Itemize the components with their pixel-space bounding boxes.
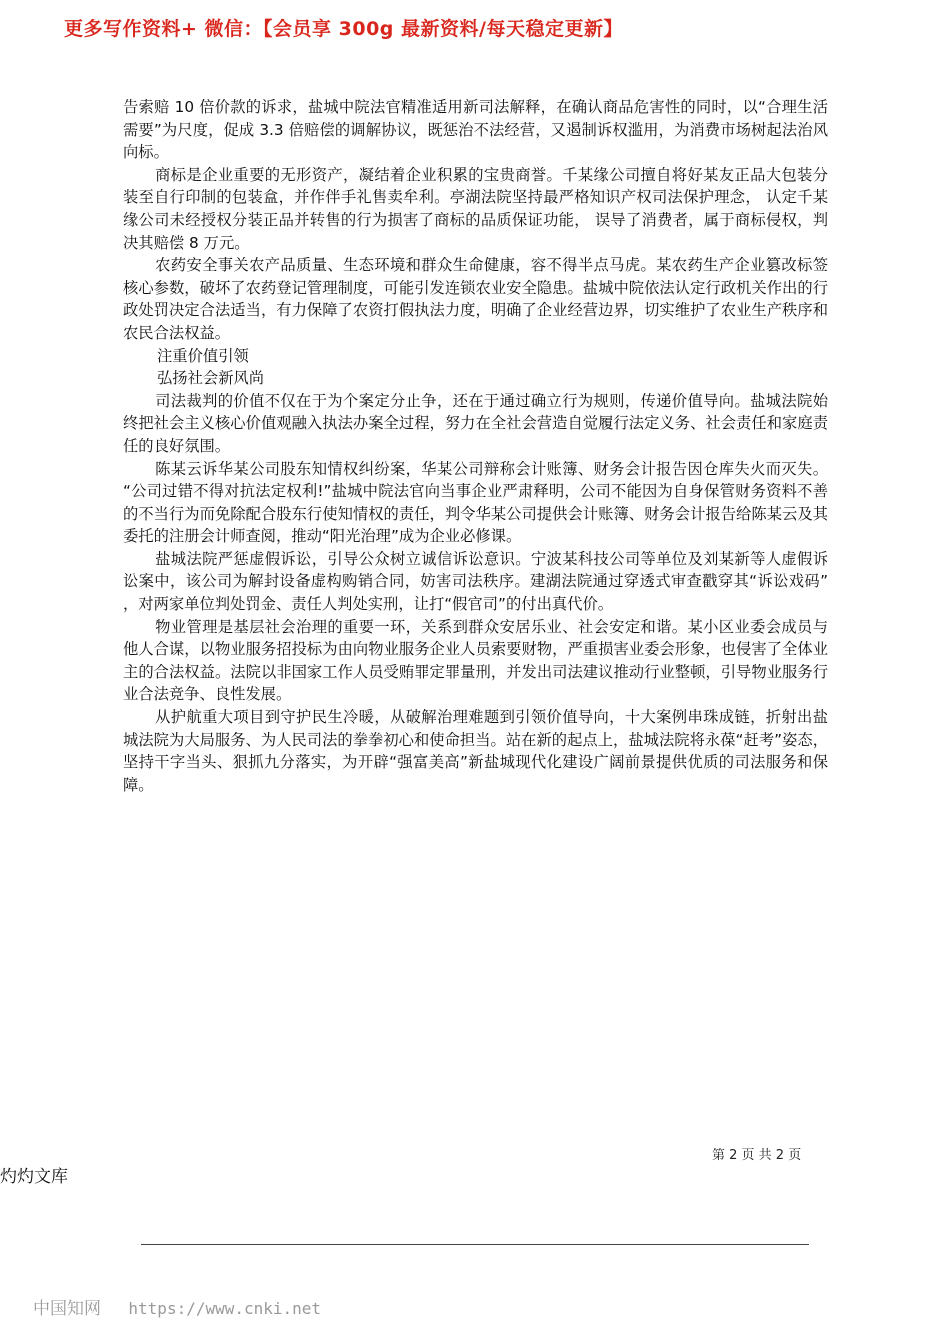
footer-divider (141, 1244, 809, 1245)
paragraph: 商标是企业重要的无形资产，凝结着企业积累的宝贵商誉。千某缘公司擅自将好某友正品大包装分装至自行印制的包装盒，并作伴手礼售卖牟利。亭湖法院坚持最严格知识产权司法保护理念， 认定千某缘公司未经授权分装正品并转售的行为损害了商标的品质保证功能， 误导了消费者，属于商标侵权，判决其赔偿 8 万元。 (123, 165, 828, 252)
paragraph: 农药安全事关农产品质量、生态环境和群众生命健康，容不得半点马虎。某农药生产企业篡改标签核心参数，破坏了农药登记管理制度，可能引发连锁农业安全隐患。盐城中院依法认定行政机关作出的行政处罚决定合法适当，有力保障了农资打假执法力度，明确了企业经营边界，切实维护了农业生产秩序和农民合法权益。 (123, 256, 828, 342)
promo-banner: 更多写作资料+ 微信：【会员享 300g 最新资料/每天稳定更新】 (64, 18, 623, 40)
footer-url[interactable]: https://www.cnki.net (128, 1299, 322, 1318)
paragraph: 物业管理是基层社会治理的重要一环，关系到群众安居乐业、社会安定和谐。某小区业委会成员与他人合谋，以物业服务招投标为由向物业服务企业人员索要财物，严重损害业委会形象，也侵害了全体业主的合法权益。法院以非国家工作人员受贿罪定罪量刑，并发出司法建议推动行业整顿，引导物业服务行业合法竞争、良性发展。 (123, 617, 828, 704)
section-heading: 弘扬社会新风尚 (157, 369, 265, 388)
article-body (123, 96, 828, 796)
footer (33, 1294, 321, 1319)
paragraph: 司法裁判的价值不仅在于为个案定分止争，还在于通过确立行为规则，传递价值导向。盐城法院始终把社会主义核心价值观融入执法办案全过程，努力在全社会营造自觉履行法定义务、社会责任和家庭责任的良好氛围。 (123, 391, 828, 455)
section-heading: 注重价值引领 (157, 346, 249, 365)
footer-site-name: 中国知网 (33, 1299, 101, 1319)
page-number: 第 2 页 共 2 页 (712, 1148, 802, 1163)
paragraph: 陈某云诉华某公司股东知情权纠纷案，华某公司辩称会计账簿、财务会计报告因仓库失火而灭失。 “公司过错不得对抗法定权利!”盐城中院法官向当事企业严肃释明，公司不能因为自身保管财务资料不善的不当行为而免除配合股东行使知情权的责任，判令华某公司提供会计账簿、财务会计报告给陈某云及其委托的注册会计师查阅，推动“阳光治理”成为企业必修课。 (123, 459, 828, 546)
paragraph: 告索赔 10 倍价款的诉求，盐城中院法官精准适用新司法解释，在确认商品危害性的同时，以“合理生活需要”为尺度，促成 3.3 倍赔偿的调解协议，既惩治不法经营，又遏制诉权滥用，为消费市场树起法治风向标。 (123, 98, 828, 162)
library-watermark: 灼灼文库 (0, 1167, 68, 1187)
paragraph: 从护航重大项目到守护民生冷暖，从破解治理难题到引领价值导向，十大案例串珠成链，折射出盐城法院为大局服务、为人民司法的拳拳初心和使命担当。站在新的起点上，盐城法院将永葆“赶考”姿态，坚持干字当头、狠抓九分落实，为开辟“强富美高”新盐城现代化建设广阔前景提供优质的司法服务和保障。 (123, 708, 828, 794)
paragraph: 盐城法院严惩虚假诉讼，引导公众树立诚信诉讼意识。宁波某科技公司等单位及刘某新等人虚假诉讼案中，该公司为解封设备虚构购销合同，妨害司法秩序。建湖法院通过穿透式审查戳穿其“诉讼戏码” ，对两家单位判处罚金、责任人判处实刑，让打“假官司”的付出真代价。 (123, 549, 828, 614)
